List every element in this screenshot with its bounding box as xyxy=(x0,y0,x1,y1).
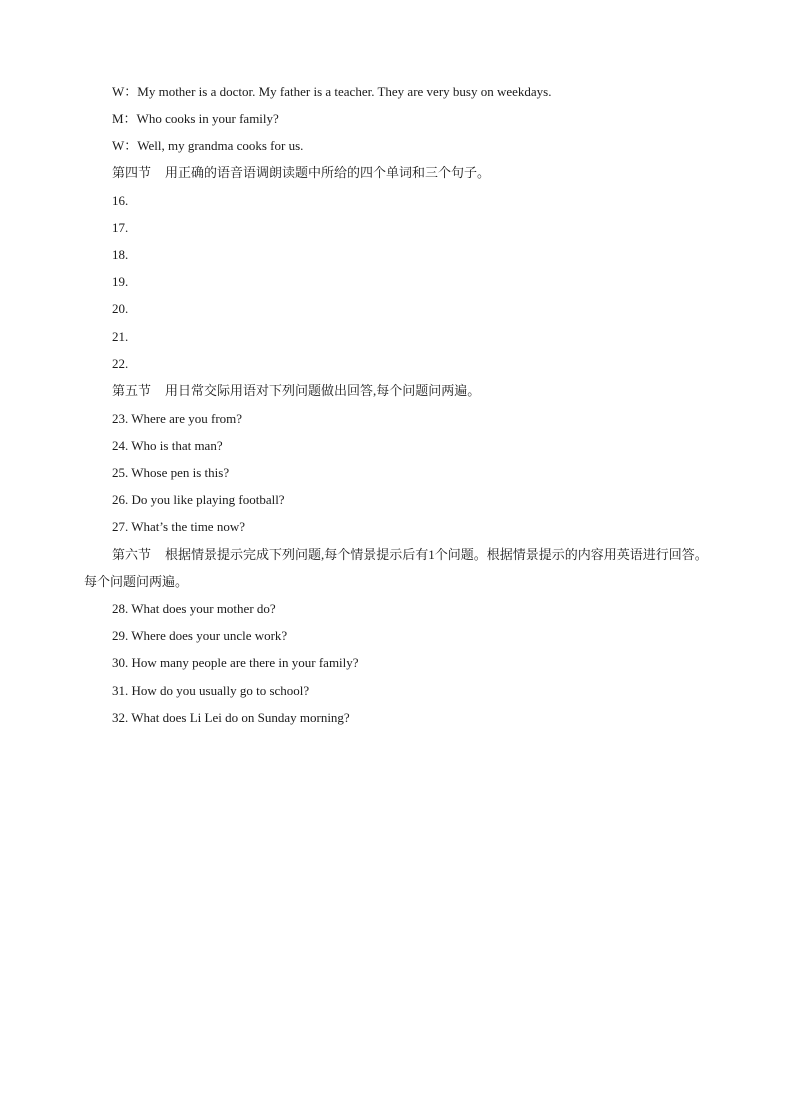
dialogue-line: M：Who cooks in your family? xyxy=(112,111,279,126)
section-instruction: 用正确的语音语调朗读题中所给的四个单词和三个句子。 xyxy=(165,165,491,180)
question-item: 22. xyxy=(112,356,129,371)
section-instruction: 用日常交际用语对下列问题做出回答,每个问题问两遍。 xyxy=(165,383,481,398)
dialogue-line: W：Well, my grandma cooks for us. xyxy=(112,138,304,153)
section-4-heading xyxy=(112,165,490,181)
question-item: 32. What does Li Lei do on Sunday morning? xyxy=(112,710,350,725)
question-item: 24. Who is that man? xyxy=(112,438,223,453)
section-number: 第四节 xyxy=(112,165,152,180)
question-item: 23. Where are you from? xyxy=(112,411,243,426)
section-6-heading xyxy=(84,541,714,595)
question-item: 20. xyxy=(112,301,129,316)
question-item: 21. xyxy=(112,329,129,344)
section-number: 第五节 xyxy=(112,383,152,398)
question-item: 30. How many people are there in your family? xyxy=(112,655,359,670)
question-item: 25. Whose pen is this? xyxy=(112,465,230,480)
dialogue-line: W：My mother is a doctor. My father is a teacher. They are very busy on weekdays. xyxy=(112,84,552,99)
question-item: 29. Where does your uncle work? xyxy=(112,628,288,643)
question-item: 27. What’s the time now? xyxy=(112,519,245,534)
section-5-heading xyxy=(112,383,480,399)
question-item: 16. xyxy=(112,193,129,208)
question-item: 18. xyxy=(112,247,129,262)
question-item: 31. How do you usually go to school? xyxy=(112,683,310,698)
question-item: 28. What does your mother do? xyxy=(112,601,276,616)
question-item: 26. Do you like playing football? xyxy=(112,492,285,507)
section-instruction: 根据情景提示完成下列问题,每个情景提示后有1个问题。根据情景提示的内容用英语进行回答。每个问题问两遍。 xyxy=(84,547,708,589)
question-item: 19. xyxy=(112,274,129,289)
section-number: 第六节 xyxy=(112,547,152,562)
question-item: 17. xyxy=(112,220,129,235)
